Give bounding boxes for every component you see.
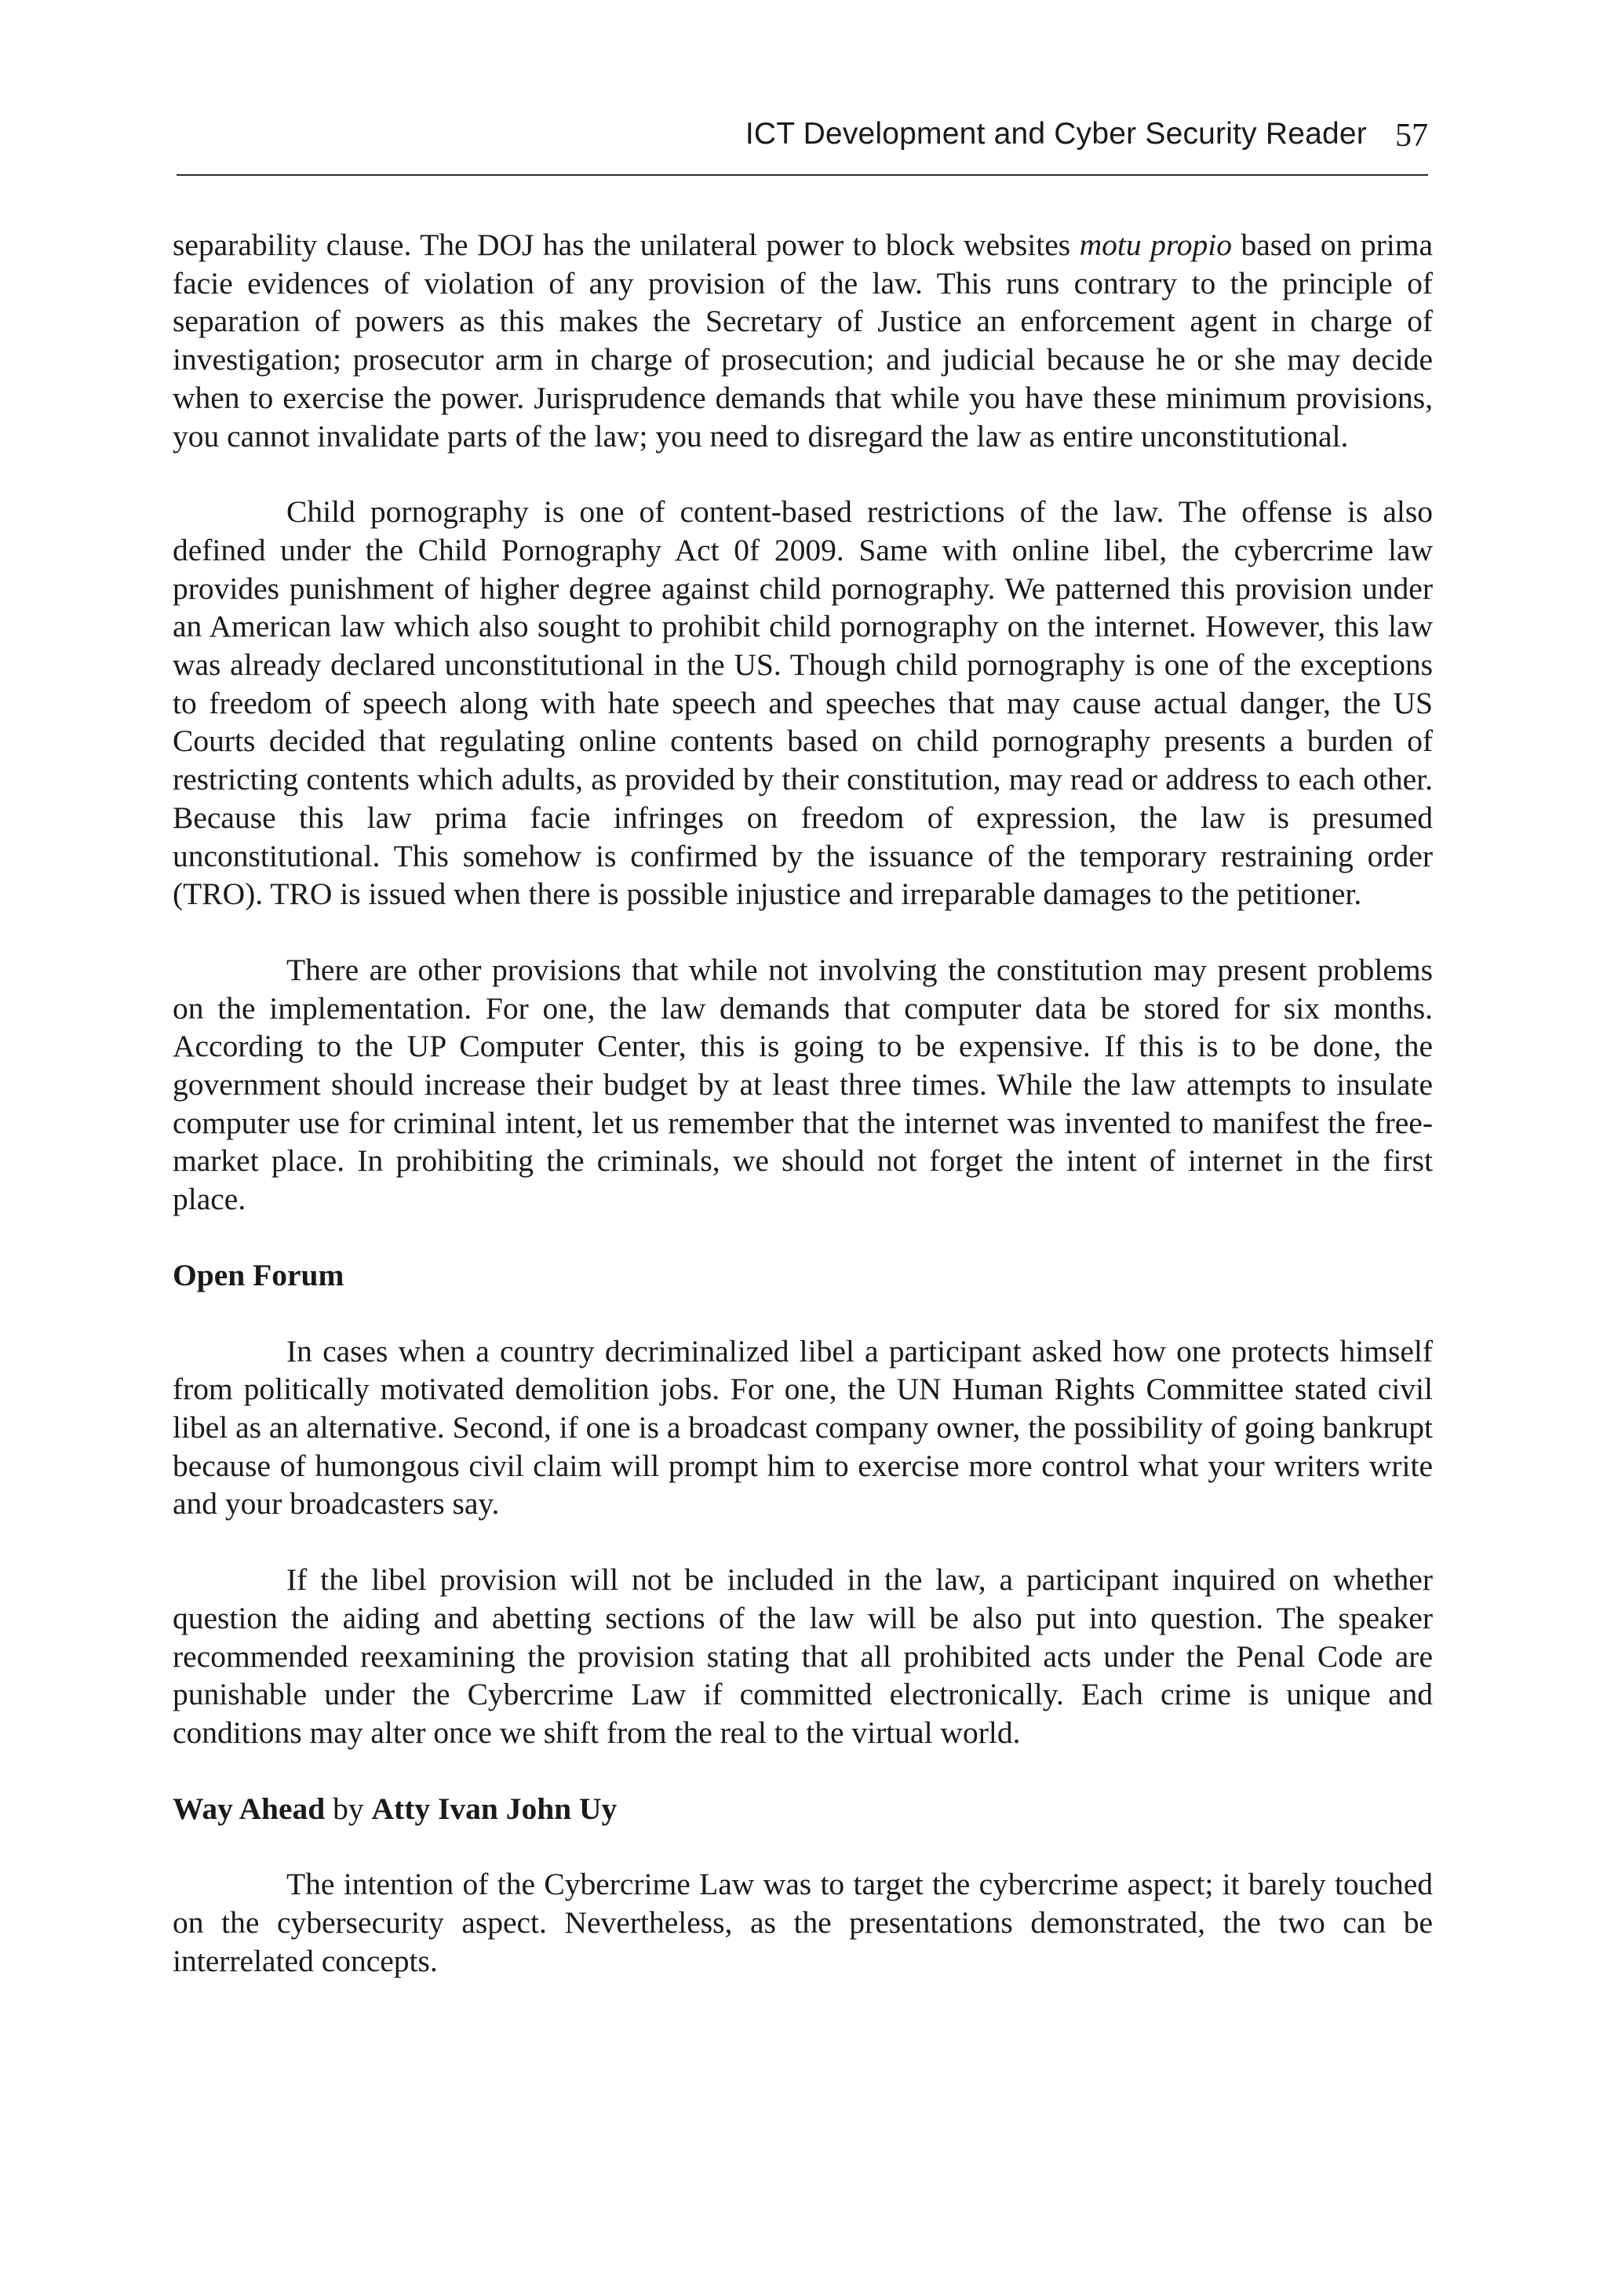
body-paragraph-3: There are other provisions that while not involving the constitution may present problems on the implementation. For one, the law demands that computer data be stored for six months. According to the UP Computer Center, this is going to be expensive. If this is to be done, the government should increase their budget by at least three times. While the law attempts to insulate computer use for criminal intent, let us remember that the internet was invented to manifest the free-market place. In prohibiting the criminals, we should not forget the intent of internet in the first place. bbox=[173, 952, 1433, 1217]
open-forum-paragraph-1: In cases when a country decriminalized libel a participant asked how one protects himself from politically motivated demolition jobs. For one, the UN Human Rights Committee stated civil libel as an alternative. Second, if one is a broadcast company owner, the possibility of going bankrupt because of humongous civil claim will prompt him to exercise more control what your writers write and your broadcasters say. bbox=[173, 1333, 1433, 1522]
body-paragraph-2: Child pornography is one of content-based restrictions of the law. The offense is also defined under the Child Pornography Act 0f 2009. Same with online libel, the cybercrime law provides punishment of higher degree against child pornography. We patterned this provision under an American law which also sought to prohibit child pornography on the internet. However, this law was already declared unconstitutional in the US. Though child pornography is one of the exceptions to freedom of speech along with hate speech and speeches that may cause actual danger, the US Courts decided that regulating online contents based on child pornography presents a burden of restricting contents which adults, as provided by their constitution, may read or address to each other. Because this law prima facie infringes on freedom of expression, the law is presumed unconstitutional. This somehow is confirmed by the issuance of the temporary restraining order (TRO). TRO is issued when there is possible injustice and irreparable damages to the petitioner. bbox=[173, 494, 1433, 912]
way-ahead-heading-author: Atty Ivan John Uy bbox=[371, 1791, 618, 1826]
latin-phrase-emphasis: motu propio bbox=[1079, 228, 1232, 262]
section-heading-way-ahead bbox=[173, 1790, 1433, 1828]
open-forum-heading-text: Open Forum bbox=[173, 1257, 344, 1292]
body-paragraph-1 bbox=[173, 226, 1433, 455]
section-heading-open-forum bbox=[173, 1256, 1433, 1295]
paragraph-1-text-before: separability clause. The DOJ has the unilateral power to block websites bbox=[173, 228, 1080, 262]
way-ahead-heading-title: Way Ahead bbox=[173, 1791, 326, 1826]
way-ahead-paragraph-1: The intention of the Cybercrime Law was to target the cybercrime aspect; it barely touched on the cybersecurity aspect. Nevertheless, as the presentations demonstrated, the two can be interrelated concepts. bbox=[173, 1867, 1433, 1978]
page-number: 57 bbox=[1395, 118, 1428, 154]
paragraph-1-text-after: based on prima facie evidences of violation of any provision of the law. This runs contrary to the principle of separation of powers as this makes the Secretary of Justice an enforcement agent in charge of investigation; prosecutor arm in charge of prosecution; and judicial because he or she may decide when to exercise the power. Jurisprudence demands that while you have these minimum provisions, you cannot invalidate parts of the law; you need to disregard the law as entire unconstitutional. bbox=[173, 228, 1433, 454]
running-header bbox=[177, 115, 1428, 176]
open-forum-paragraph-2: If the libel provision will not be included in the law, a participant inquired on whether question the aiding and abetting sections of the law will be also put into question. The speaker recommended reexamining the provision stating that all prohibited acts under the Penal Code are punishable under the Cybercrime Law if committed electronically. Each crime is unique and conditions may alter once we shift from the real to the virtual world. bbox=[173, 1562, 1433, 1750]
running-header-title: ICT Development and Cyber Security Reader bbox=[745, 117, 1367, 151]
page-body bbox=[173, 226, 1433, 1980]
way-ahead-heading-by: by bbox=[325, 1791, 372, 1826]
